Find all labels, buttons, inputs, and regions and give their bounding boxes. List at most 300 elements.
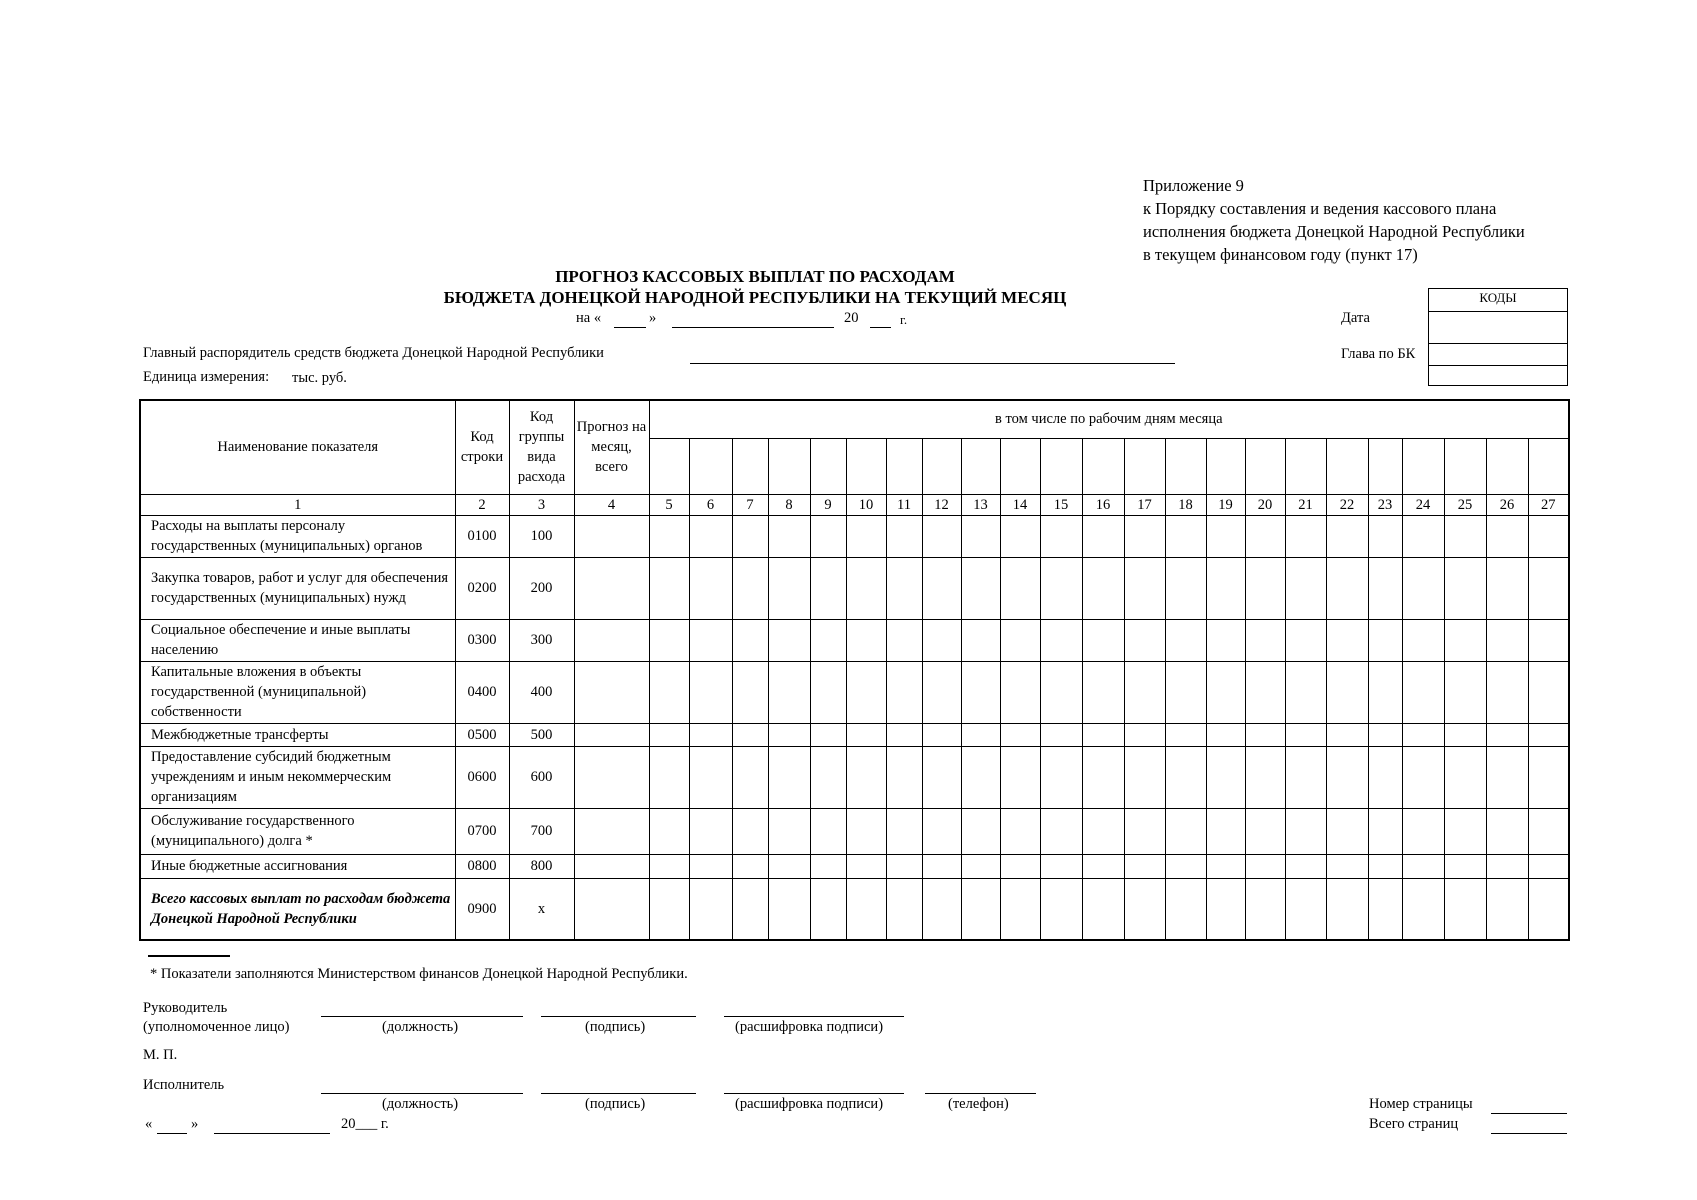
day-cell[interactable] — [1326, 557, 1368, 619]
day-cell[interactable] — [1082, 878, 1124, 940]
day-cell[interactable] — [810, 808, 846, 854]
day-cell[interactable] — [689, 854, 732, 878]
head-decoding-field[interactable] — [724, 1016, 904, 1017]
day-cell[interactable] — [886, 723, 922, 746]
day-cell[interactable] — [1082, 854, 1124, 878]
day-cell[interactable] — [1082, 746, 1124, 808]
row-name: Расходы на выплаты персоналу государственных (муниципальных) органов — [140, 515, 455, 557]
day-cell[interactable] — [1245, 557, 1285, 619]
day-cell[interactable] — [1245, 878, 1285, 940]
table-row — [140, 661, 1569, 723]
executor-label: Исполнитель — [143, 1077, 225, 1093]
day-cell[interactable] — [1040, 854, 1082, 878]
day-cell[interactable] — [1124, 515, 1165, 557]
day-cell[interactable] — [1285, 808, 1326, 854]
unit-value: тыс. руб. — [292, 370, 347, 386]
unit-label: Единица измерения: — [143, 369, 270, 385]
codes-header: КОДЫ — [1479, 290, 1517, 305]
form-title-line1: ПРОГНОЗ КАССОВЫХ ВЫПЛАТ ПО РАСХОДАМ — [555, 267, 955, 286]
day-cell[interactable] — [1486, 723, 1528, 746]
day-cell[interactable] — [1528, 723, 1569, 746]
day-cell[interactable] — [1245, 619, 1285, 661]
day-cell[interactable] — [649, 808, 689, 854]
day-cell[interactable] — [1486, 619, 1528, 661]
column-number: 6 — [689, 494, 732, 515]
column-number: 5 — [649, 494, 689, 515]
day-cell[interactable] — [1528, 661, 1569, 723]
row-code: 0500 — [455, 723, 509, 746]
forecast-cell[interactable] — [574, 515, 649, 557]
day-cell[interactable] — [732, 661, 768, 723]
day-cell[interactable] — [886, 557, 922, 619]
day-cell[interactable] — [961, 661, 1000, 723]
date-year-field[interactable] — [870, 327, 891, 328]
day-cell[interactable] — [1326, 723, 1368, 746]
day-cell[interactable] — [1082, 808, 1124, 854]
date-month-field[interactable] — [672, 327, 834, 328]
day-cell[interactable] — [961, 619, 1000, 661]
day-cell[interactable] — [1285, 557, 1326, 619]
day-cell[interactable] — [732, 557, 768, 619]
page-number-label: Номер страницы — [1369, 1096, 1473, 1112]
row-code: 0700 — [455, 808, 509, 854]
appendix-line: в текущем финансовом году (пункт 17) — [1143, 245, 1418, 264]
day-cell[interactable] — [732, 808, 768, 854]
day-cell[interactable] — [1082, 557, 1124, 619]
day-cell[interactable] — [1368, 723, 1402, 746]
day-cell[interactable] — [1165, 723, 1206, 746]
day-cell[interactable] — [1402, 854, 1444, 878]
column-number: 11 — [886, 494, 922, 515]
day-cell[interactable] — [1124, 854, 1165, 878]
column-number: 1 — [140, 494, 455, 515]
day-cell[interactable] — [649, 661, 689, 723]
day-cell[interactable] — [1082, 661, 1124, 723]
day-cell[interactable] — [1165, 515, 1206, 557]
day-cell[interactable] — [1165, 878, 1206, 940]
day-cell[interactable] — [1486, 808, 1528, 854]
day-cell[interactable] — [961, 746, 1000, 808]
day-cell[interactable] — [768, 515, 810, 557]
day-cell[interactable] — [1124, 661, 1165, 723]
table-row — [140, 854, 1569, 878]
day-cell[interactable] — [1124, 619, 1165, 661]
date-year-prefix: 20 — [844, 310, 859, 326]
day-cell[interactable] — [732, 723, 768, 746]
forecast-cell[interactable] — [574, 808, 649, 854]
column-number: 8 — [768, 494, 810, 515]
day-cell[interactable] — [1444, 808, 1486, 854]
day-cell[interactable] — [1444, 746, 1486, 808]
bottom-date-day-field[interactable] — [157, 1133, 187, 1134]
day-cell[interactable] — [846, 515, 886, 557]
day-cell[interactable] — [1528, 557, 1569, 619]
day-cell[interactable] — [1165, 746, 1206, 808]
forecast-cell[interactable] — [574, 746, 649, 808]
day-cell[interactable] — [1402, 515, 1444, 557]
day-cell[interactable] — [922, 808, 961, 854]
row-group-code: 700 — [509, 808, 574, 854]
table-row — [140, 878, 1569, 940]
day-cell[interactable] — [886, 661, 922, 723]
codes-glava-label: Глава по БК — [1341, 346, 1416, 362]
column-number: 14 — [1000, 494, 1040, 515]
day-cell[interactable] — [649, 746, 689, 808]
day-cell[interactable] — [1000, 515, 1040, 557]
day-cell[interactable] — [810, 723, 846, 746]
table-row — [140, 515, 1569, 557]
day-cell[interactable] — [922, 515, 961, 557]
day-cell[interactable] — [1206, 661, 1245, 723]
column-number: 25 — [1444, 494, 1486, 515]
forecast-cell[interactable] — [574, 878, 649, 940]
day-cell[interactable] — [1124, 746, 1165, 808]
day-cell[interactable] — [1486, 557, 1528, 619]
day-cell[interactable] — [1000, 661, 1040, 723]
day-cell[interactable] — [1285, 854, 1326, 878]
date-suffix: г. — [900, 312, 908, 327]
day-cell[interactable] — [1040, 619, 1082, 661]
day-cell[interactable] — [810, 854, 846, 878]
day-cell[interactable] — [1040, 878, 1082, 940]
day-cell[interactable] — [846, 746, 886, 808]
day-cell[interactable] — [886, 619, 922, 661]
day-cell[interactable] — [1040, 661, 1082, 723]
day-cell[interactable] — [1206, 515, 1245, 557]
day-cell[interactable] — [961, 854, 1000, 878]
day-cell[interactable] — [1528, 619, 1569, 661]
day-cell[interactable] — [689, 515, 732, 557]
forecast-table — [139, 399, 1570, 941]
table-row — [140, 557, 1569, 619]
column-number: 9 — [810, 494, 846, 515]
day-cell[interactable] — [1040, 746, 1082, 808]
day-cell[interactable] — [1368, 746, 1402, 808]
day-cell[interactable] — [1326, 878, 1368, 940]
day-cell[interactable] — [1082, 515, 1124, 557]
row-name: Предоставление субсидий бюджетным учреждениям и иным некоммерческим организациям — [140, 746, 455, 808]
day-cell[interactable] — [1486, 746, 1528, 808]
row-name: Межбюджетные трансферты — [140, 723, 455, 746]
day-cell[interactable] — [1285, 878, 1326, 940]
row-code: 0200 — [455, 557, 509, 619]
day-cell[interactable] — [1326, 854, 1368, 878]
day-cell[interactable] — [1444, 515, 1486, 557]
day-cell[interactable] — [1165, 854, 1206, 878]
appendix-line: исполнения бюджета Донецкой Народной Республики — [1143, 222, 1525, 241]
day-cell[interactable] — [1444, 661, 1486, 723]
day-cell[interactable] — [1082, 723, 1124, 746]
day-cell[interactable] — [1040, 557, 1082, 619]
day-cell[interactable] — [1206, 723, 1245, 746]
day-cell[interactable] — [732, 619, 768, 661]
day-cell[interactable] — [768, 854, 810, 878]
day-cell[interactable] — [810, 557, 846, 619]
day-cell[interactable] — [768, 619, 810, 661]
day-cell[interactable] — [1444, 619, 1486, 661]
day-cell[interactable] — [922, 557, 961, 619]
day-cell[interactable] — [689, 723, 732, 746]
day-cell[interactable] — [1326, 515, 1368, 557]
day-cell[interactable] — [1206, 746, 1245, 808]
day-cell[interactable] — [846, 808, 886, 854]
table-body — [140, 515, 1569, 940]
day-cell[interactable] — [1245, 808, 1285, 854]
day-cell[interactable] — [1245, 661, 1285, 723]
day-cell[interactable] — [1285, 661, 1326, 723]
day-cell[interactable] — [1000, 878, 1040, 940]
day-cell[interactable] — [1285, 619, 1326, 661]
column-number: 24 — [1402, 494, 1444, 515]
day-cell[interactable] — [1368, 515, 1402, 557]
day-cell[interactable] — [846, 878, 886, 940]
column-number: 3 — [509, 494, 574, 515]
day-cell[interactable] — [922, 746, 961, 808]
day-cell[interactable] — [1124, 557, 1165, 619]
day-cell[interactable] — [689, 661, 732, 723]
day-cell[interactable] — [1528, 878, 1569, 940]
day-cell[interactable] — [1206, 854, 1245, 878]
day-cell[interactable] — [1326, 619, 1368, 661]
row-group-code: 600 — [509, 746, 574, 808]
bottom-date-open: « — [145, 1116, 153, 1132]
day-cell[interactable] — [689, 878, 732, 940]
day-cell[interactable] — [922, 723, 961, 746]
day-cell[interactable] — [689, 557, 732, 619]
header-by-days: в том числе по рабочим дням месяца — [649, 400, 1569, 438]
manager-label: Главный распорядитель средств бюджета Донецкой Народной Республики — [143, 345, 604, 361]
day-cell[interactable] — [846, 557, 886, 619]
day-cell[interactable] — [1165, 808, 1206, 854]
column-number: 12 — [922, 494, 961, 515]
day-cell[interactable] — [1402, 808, 1444, 854]
day-cell[interactable] — [886, 878, 922, 940]
total-pages-field[interactable] — [1491, 1133, 1567, 1134]
bottom-date-month-field[interactable] — [214, 1133, 330, 1134]
day-cell[interactable] — [1486, 661, 1528, 723]
bottom-date-year: 20___ г. — [341, 1116, 389, 1132]
day-cell[interactable] — [732, 746, 768, 808]
executor-decoding-caption: (расшифровка подписи) — [735, 1096, 884, 1112]
day-cell[interactable] — [768, 723, 810, 746]
day-cell[interactable] — [1165, 661, 1206, 723]
day-cell[interactable] — [961, 723, 1000, 746]
day-cell[interactable] — [1000, 557, 1040, 619]
day-cell[interactable] — [768, 878, 810, 940]
executor-phone-field[interactable] — [925, 1093, 1036, 1094]
day-cell[interactable] — [922, 619, 961, 661]
day-cell[interactable] — [1000, 808, 1040, 854]
day-cell[interactable] — [1528, 515, 1569, 557]
day-cell[interactable] — [810, 878, 846, 940]
day-cell[interactable] — [768, 746, 810, 808]
forecast-cell[interactable] — [574, 619, 649, 661]
total-pages-label: Всего страниц — [1369, 1116, 1459, 1132]
column-number: 10 — [846, 494, 886, 515]
forecast-cell[interactable] — [574, 854, 649, 878]
day-cell[interactable] — [922, 854, 961, 878]
day-cell[interactable] — [1444, 723, 1486, 746]
day-cell[interactable] — [649, 515, 689, 557]
appendix-line: Приложение 9 — [1143, 176, 1244, 195]
day-cell[interactable] — [1000, 854, 1040, 878]
day-cell[interactable] — [1326, 661, 1368, 723]
day-cell[interactable] — [1165, 619, 1206, 661]
head-position-field[interactable] — [321, 1016, 523, 1017]
day-cell[interactable] — [810, 515, 846, 557]
column-numbers-row — [140, 494, 1569, 515]
day-cell[interactable] — [1245, 746, 1285, 808]
day-cell[interactable] — [1124, 878, 1165, 940]
row-group-code: x — [509, 878, 574, 940]
bottom-date-close: » — [191, 1116, 199, 1132]
day-cell[interactable] — [1368, 661, 1402, 723]
day-cell[interactable] — [1368, 878, 1402, 940]
day-cell[interactable] — [1000, 723, 1040, 746]
day-cell[interactable] — [1040, 515, 1082, 557]
footnote: * Показатели заполняются Министерством финансов Донецкой Народной Республики. — [150, 966, 688, 982]
header-forecast: Прогноз на месяц, всего — [574, 400, 649, 494]
row-group-code: 300 — [509, 619, 574, 661]
day-cell[interactable] — [810, 619, 846, 661]
executor-position-field[interactable] — [321, 1093, 523, 1094]
row-group-code: 800 — [509, 854, 574, 878]
day-cell[interactable] — [1402, 557, 1444, 619]
day-cell[interactable] — [1486, 878, 1528, 940]
row-code: 0100 — [455, 515, 509, 557]
day-cell[interactable] — [1486, 515, 1528, 557]
day-cell[interactable] — [1326, 746, 1368, 808]
head-signature-field[interactable] — [541, 1016, 696, 1017]
day-cell[interactable] — [1368, 854, 1402, 878]
day-cell[interactable] — [922, 661, 961, 723]
footnote-rule — [148, 955, 230, 957]
forecast-cell[interactable] — [574, 661, 649, 723]
day-cell[interactable] — [1528, 746, 1569, 808]
day-cell[interactable] — [1368, 619, 1402, 661]
forecast-cell[interactable] — [574, 723, 649, 746]
day-cell[interactable] — [689, 619, 732, 661]
day-cell[interactable] — [1444, 557, 1486, 619]
day-cell[interactable] — [961, 515, 1000, 557]
day-cell[interactable] — [846, 854, 886, 878]
day-cell[interactable] — [846, 619, 886, 661]
day-cell[interactable] — [1528, 854, 1569, 878]
page-number-field[interactable] — [1491, 1113, 1567, 1114]
day-cell[interactable] — [1402, 723, 1444, 746]
forecast-cell[interactable] — [574, 557, 649, 619]
date-day-field[interactable] — [614, 327, 646, 328]
day-cell[interactable] — [1444, 878, 1486, 940]
day-cell[interactable] — [1082, 619, 1124, 661]
day-cell[interactable] — [1206, 619, 1245, 661]
head-position-caption: (должность) — [382, 1019, 459, 1035]
day-cell[interactable] — [1285, 746, 1326, 808]
day-cell[interactable] — [1444, 854, 1486, 878]
row-code: 0400 — [455, 661, 509, 723]
day-cell[interactable] — [1402, 619, 1444, 661]
executor-signature-field[interactable] — [541, 1093, 696, 1094]
day-cell[interactable] — [689, 746, 732, 808]
day-cell[interactable] — [810, 746, 846, 808]
day-cell[interactable] — [1000, 746, 1040, 808]
day-cell[interactable] — [649, 878, 689, 940]
day-cell[interactable] — [1245, 854, 1285, 878]
day-cell[interactable] — [922, 878, 961, 940]
day-cell[interactable] — [1124, 808, 1165, 854]
day-cell[interactable] — [1040, 808, 1082, 854]
day-cell[interactable] — [961, 557, 1000, 619]
day-cell[interactable] — [1245, 515, 1285, 557]
column-number: 19 — [1206, 494, 1245, 515]
day-cell[interactable] — [1368, 808, 1402, 854]
column-number: 21 — [1285, 494, 1326, 515]
row-code: 0800 — [455, 854, 509, 878]
table-row — [140, 746, 1569, 808]
day-cell[interactable] — [649, 723, 689, 746]
day-cell[interactable] — [1402, 746, 1444, 808]
day-cell[interactable] — [846, 661, 886, 723]
day-cell[interactable] — [1285, 515, 1326, 557]
day-cell[interactable] — [846, 723, 886, 746]
executor-decoding-field[interactable] — [724, 1093, 904, 1094]
day-cell[interactable] — [1402, 878, 1444, 940]
day-cell[interactable] — [961, 808, 1000, 854]
column-number: 17 — [1124, 494, 1165, 515]
day-cell[interactable] — [1245, 723, 1285, 746]
day-cell[interactable] — [1040, 723, 1082, 746]
day-cell[interactable] — [732, 854, 768, 878]
day-cell[interactable] — [768, 557, 810, 619]
day-cell[interactable] — [649, 854, 689, 878]
day-cell[interactable] — [810, 661, 846, 723]
manager-field[interactable] — [690, 363, 1175, 364]
executor-signature-caption: (подпись) — [585, 1096, 646, 1112]
day-cell[interactable] — [886, 746, 922, 808]
day-cell[interactable] — [1326, 808, 1368, 854]
day-cell[interactable] — [1206, 878, 1245, 940]
column-number: 15 — [1040, 494, 1082, 515]
codes-box — [1428, 288, 1568, 386]
day-cell[interactable] — [1206, 808, 1245, 854]
day-cell[interactable] — [1000, 619, 1040, 661]
day-cell[interactable] — [1486, 854, 1528, 878]
row-name: Обслуживание государственного (муниципального) долга * — [140, 808, 455, 854]
day-cell[interactable] — [1165, 557, 1206, 619]
row-code: 0900 — [455, 878, 509, 940]
day-cell[interactable] — [1528, 808, 1569, 854]
day-cell[interactable] — [768, 808, 810, 854]
day-cell[interactable] — [1206, 557, 1245, 619]
day-cell[interactable] — [732, 878, 768, 940]
date-prefix: на « — [576, 310, 602, 326]
day-cell[interactable] — [689, 808, 732, 854]
day-cell[interactable] — [886, 854, 922, 878]
day-cell[interactable] — [1124, 723, 1165, 746]
day-cell[interactable] — [1402, 661, 1444, 723]
day-cell[interactable] — [1285, 723, 1326, 746]
day-cell[interactable] — [649, 557, 689, 619]
day-cell[interactable] — [886, 808, 922, 854]
table-row — [140, 723, 1569, 746]
day-cell[interactable] — [1368, 557, 1402, 619]
day-cell[interactable] — [768, 661, 810, 723]
day-cell[interactable] — [649, 619, 689, 661]
appendix-line: к Порядку составления и ведения кассового плана — [1143, 199, 1497, 218]
day-cell[interactable] — [886, 515, 922, 557]
day-cell[interactable] — [732, 515, 768, 557]
day-cell[interactable] — [961, 878, 1000, 940]
